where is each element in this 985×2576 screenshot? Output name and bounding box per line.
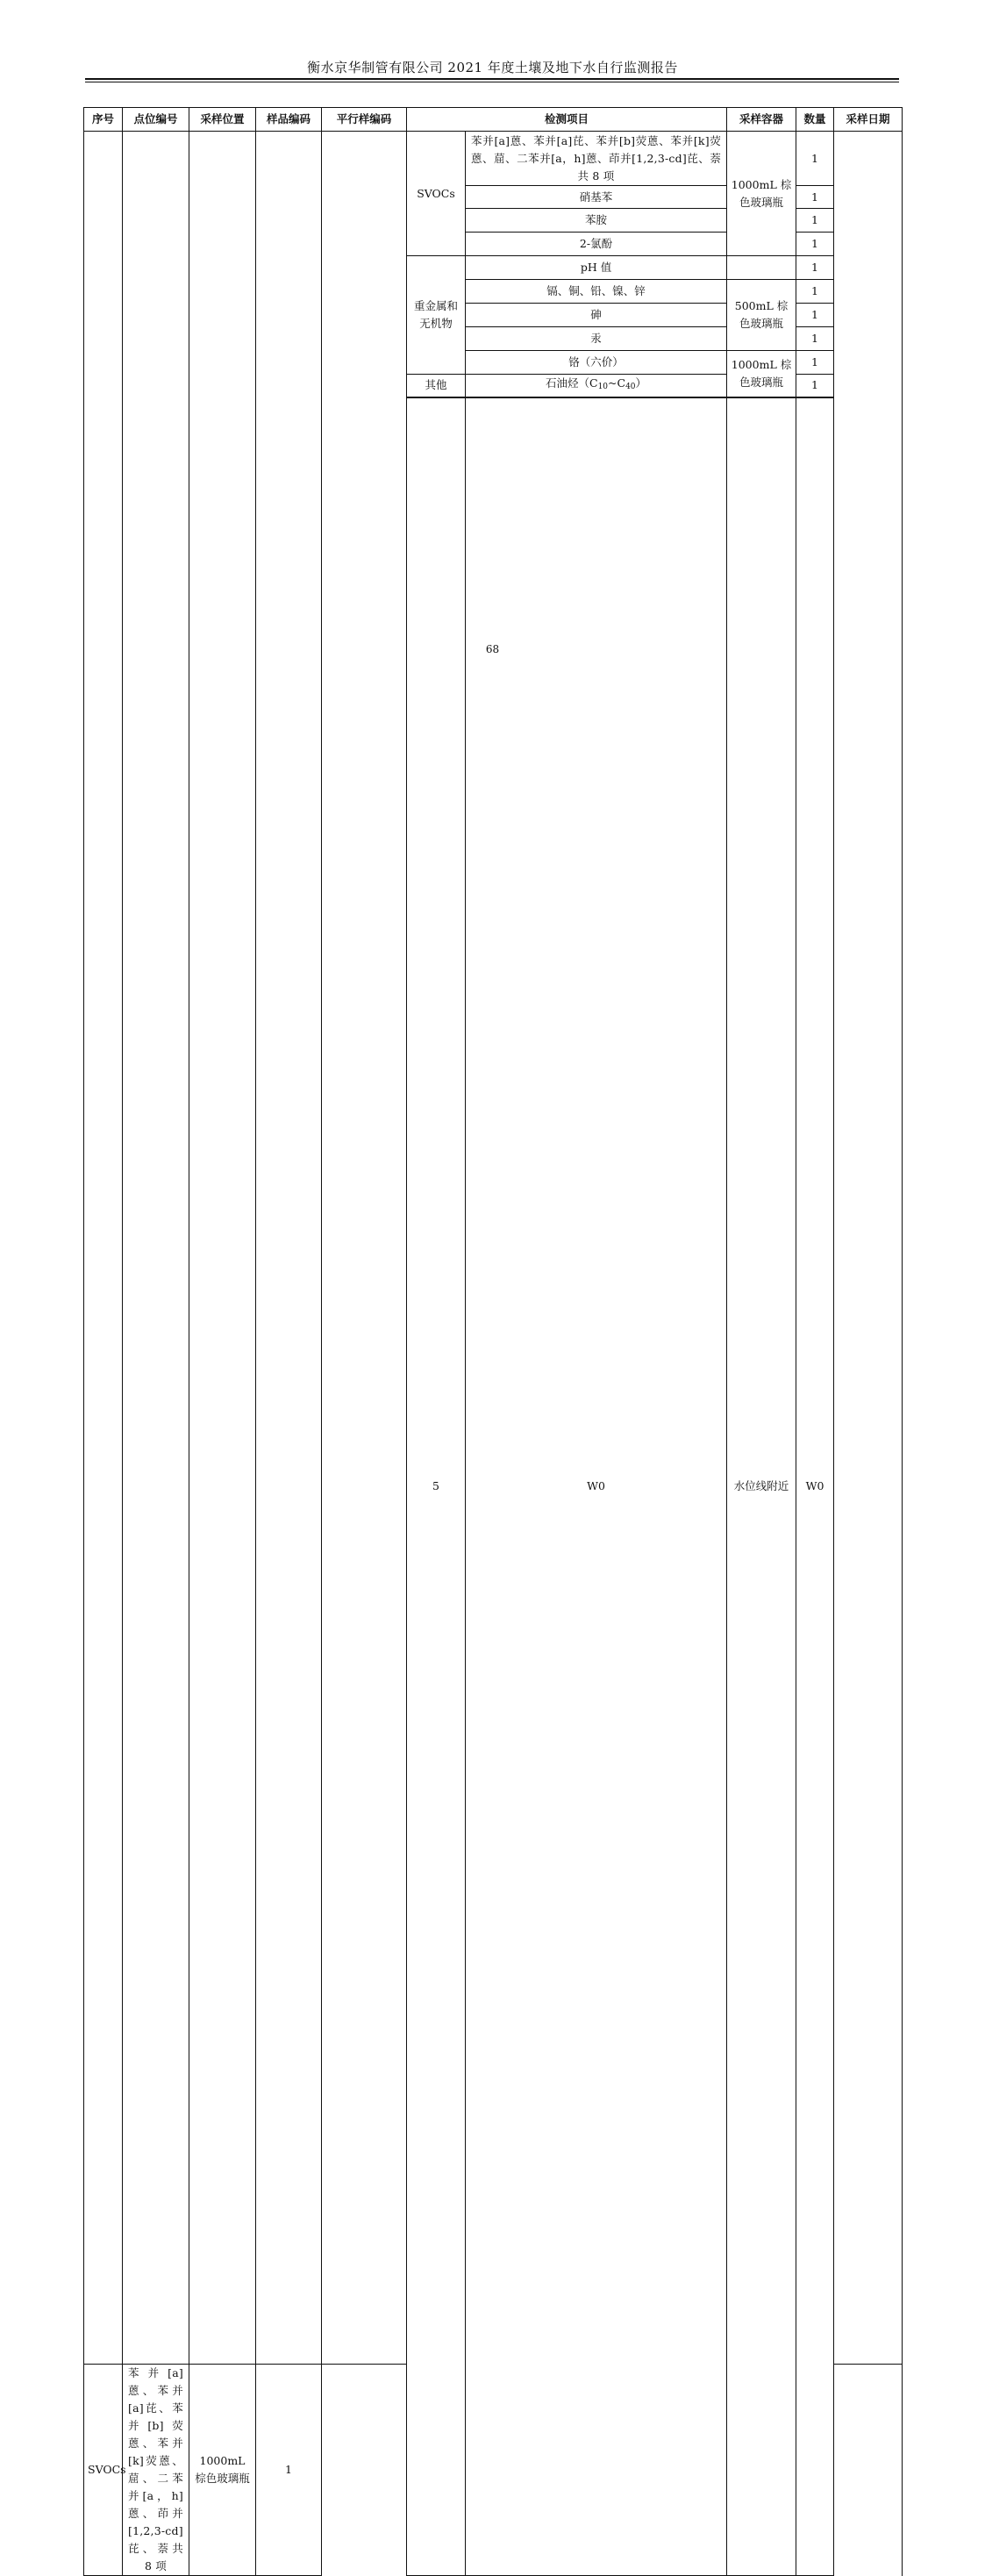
- row5-svocs-item: 苯并[a]蒽、苯并[a]芘、苯并[b]荧蒽、苯并[k]荧蒽、䓛、二苯并[a，h]蒽、茚并[1,2,3-cd]芘、萘共 8 项: [123, 2364, 189, 2575]
- row5-svocs-container: 1000mL 棕色玻璃瓶: [189, 2364, 256, 2575]
- svocs-item-pah: 苯并[a]蒽、苯并[a]芘、苯并[b]荧蒽、苯并[k]荧蒽、䓛、二苯并[a，h]蒽、茚并[1,2,3-cd]芘、萘共 8 项: [466, 132, 727, 186]
- header-rule-thick: [85, 78, 899, 80]
- table-row: [84, 132, 903, 186]
- svocs-qty-chlorophenol: 1: [796, 233, 834, 256]
- table-header-row: [84, 108, 903, 132]
- ph-item: pH 值: [466, 256, 727, 280]
- metals-qty-heavy: 1: [796, 280, 834, 304]
- row5-point: W0: [466, 397, 727, 2576]
- monitoring-sample-table: [83, 107, 903, 2576]
- svocs-qty-pah: 1: [796, 132, 834, 186]
- col-header-point: 点位编号: [123, 108, 189, 132]
- chromium-qty: 1: [796, 351, 834, 375]
- col-header-qty: 数量: [796, 108, 834, 132]
- petroleum-tilde: ~C: [608, 376, 626, 390]
- cont-sample-code-cell: [256, 132, 322, 2365]
- row5-no: 5: [407, 397, 466, 2576]
- col-header-test-item: 检测项目: [407, 108, 727, 132]
- petroleum-item: [466, 375, 727, 397]
- metals-item-arsenic: 砷: [466, 304, 727, 327]
- last-container: 1000mL 棕色玻璃瓶: [727, 351, 796, 397]
- metals-item-heavy: 镉、铜、铅、镍、锌: [466, 280, 727, 304]
- page-number: 68: [485, 643, 500, 655]
- row5-svocs-group: SVOCs: [84, 2364, 123, 2575]
- cont-parallel-code-cell: [322, 132, 407, 2365]
- svocs-item-chlorophenol: 2-氯酚: [466, 233, 727, 256]
- svocs-item-nitrobenzene: 硝基苯: [466, 186, 727, 209]
- chromium-item: 铬（六价）: [466, 351, 727, 375]
- svocs-qty-nitrobenzene: 1: [796, 186, 834, 209]
- petroleum-qty: 1: [796, 375, 834, 397]
- petroleum-sub-40: 40: [625, 383, 636, 392]
- cont-location-cell: [189, 132, 256, 2365]
- svocs-item-aniline: 苯胺: [466, 209, 727, 233]
- row5-svocs-qty: 1: [256, 2364, 322, 2575]
- petroleum-sub-10: 10: [597, 383, 609, 392]
- col-header-container: 采样容器: [727, 108, 796, 132]
- cont-date-cell: [834, 132, 903, 2365]
- cont-point-cell: [123, 132, 189, 2365]
- cont-no-cell: [84, 132, 123, 2365]
- row5-sample-code: W0: [796, 397, 834, 2576]
- col-header-parallel-code: 平行样编码: [322, 108, 407, 132]
- col-header-no: 序号: [84, 108, 123, 132]
- metals-qty-mercury: 1: [796, 327, 834, 351]
- metals-group-label: 重金属和无机物: [407, 256, 466, 375]
- col-header-location: 采样位置: [189, 108, 256, 132]
- petroleum-prefix: 石油烃（C: [545, 376, 598, 390]
- row5-location: 水位线附近: [727, 397, 796, 2576]
- svocs-container: 1000mL 棕色玻璃瓶: [727, 132, 796, 256]
- other-group-label: 其他: [407, 375, 466, 397]
- metals-qty-arsenic: 1: [796, 304, 834, 327]
- svocs-qty-aniline: 1: [796, 209, 834, 233]
- petroleum-suffix: ）: [635, 376, 647, 390]
- page-header-title: 衡水京华制管有限公司 2021 年度土壤及地下水自行监测报告: [307, 60, 678, 75]
- svocs-group-label: SVOCs: [407, 132, 466, 256]
- col-header-date: 采样日期: [834, 108, 903, 132]
- metals-container: 500mL 棕色玻璃瓶: [727, 280, 796, 351]
- ph-qty: 1: [796, 256, 834, 280]
- ph-container-empty: [727, 256, 796, 280]
- col-header-sample-code: 样品编码: [256, 108, 322, 132]
- metals-item-mercury: 汞: [466, 327, 727, 351]
